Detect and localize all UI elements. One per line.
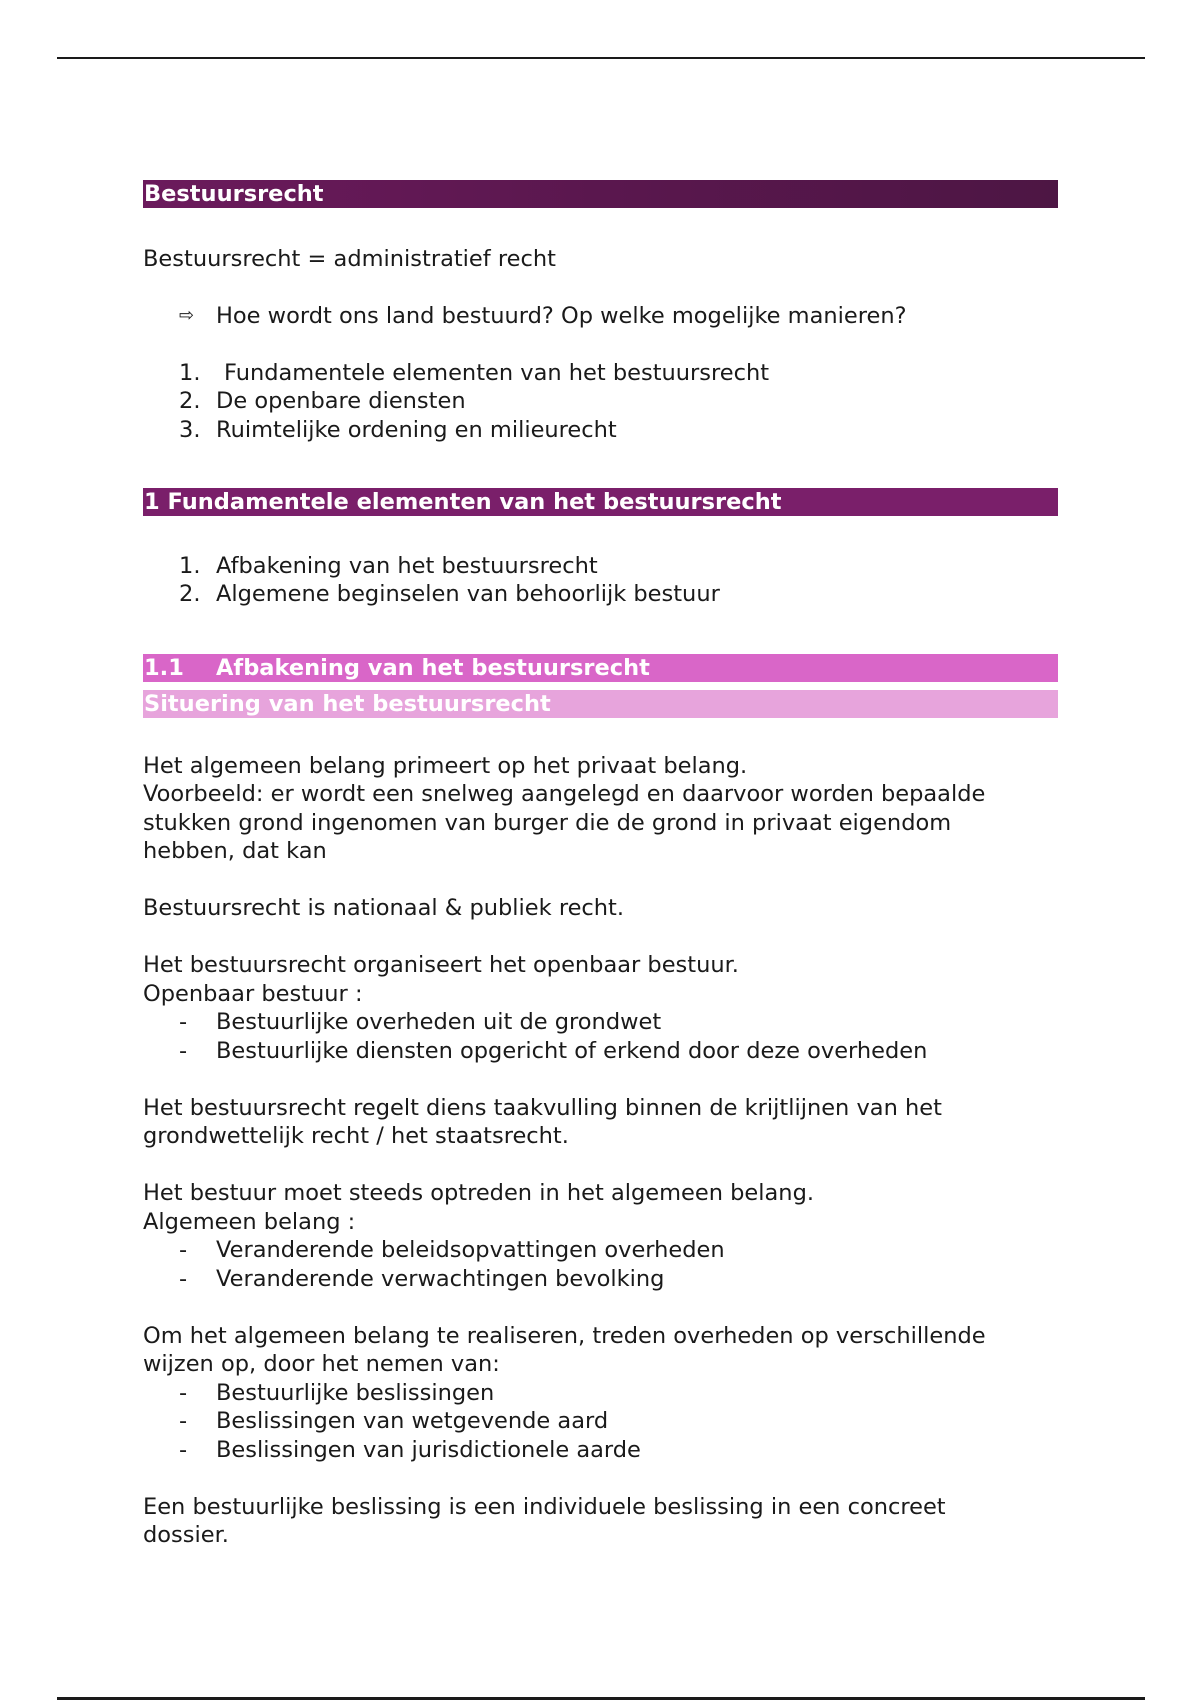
list-item: - Bestuurlijke diensten opgericht of erkend door deze overheden <box>179 1037 928 1064</box>
paragraph-line: Het bestuur moet steeds optreden in het algemeen belang. <box>143 1180 815 1206</box>
bullet-list <box>143 1236 1058 1293</box>
list-item: - Beslissingen van wetgevende aard <box>179 1408 609 1434</box>
paragraph-line: stukken grond ingenomen van burger die de grond in privaat eigendom <box>143 809 952 836</box>
question-text: Hoe wordt ons land bestuurd? Op welke mogelijke manieren? <box>216 302 907 329</box>
paragraph-line: Het algemeen belang primeert op het privaat belang. <box>143 752 748 779</box>
paragraph-line: Voorbeeld: er wordt een snelweg aangelegd en daarvoor worden bepaalde <box>143 781 986 807</box>
paragraph-line: grondwettelijk recht / het staatsrecht. <box>143 1123 569 1149</box>
list-item: 2. Algemene beginselen van behoorlijk bestuur <box>179 581 720 607</box>
paragraph-line: Het bestuursrecht regelt diens taakvulling binnen de krijtlijnen van het <box>143 1094 942 1121</box>
paragraph-line: Het bestuursrecht organiseert het openbaar bestuur. <box>143 952 739 978</box>
section-1-heading: 1 Fundamentele elementen van het bestuursrecht <box>143 488 1058 516</box>
paragraph-line: wijzen op, door het nemen van: <box>143 1351 500 1377</box>
list-item: 2. De openbare diensten <box>179 388 466 414</box>
section-1-1-heading: 1.1 Afbakening van het bestuursrecht <box>143 654 1058 682</box>
paragraph-line: hebben, dat kan <box>143 838 327 864</box>
bullet-list <box>143 1379 1058 1465</box>
document-page <box>143 180 1058 1550</box>
list-item: 1. Fundamentele elementen van het bestuursrecht <box>179 359 770 386</box>
bullet-list <box>143 1008 1058 1065</box>
list-item: - Bestuurlijke overheden uit de grondwet <box>179 1009 662 1035</box>
section-1-list <box>143 552 1058 609</box>
list-item: - Veranderende verwachtingen bevolking <box>179 1265 665 1292</box>
list-item: 3. Ruimtelijke ordening en milieurecht <box>179 416 617 443</box>
arrow-icon: ⇨ <box>179 304 195 326</box>
paragraph-line: Een bestuurlijke beslissing is een individuele beslissing in een concreet <box>143 1493 946 1520</box>
paragraph-line: Openbaar bestuur : <box>143 980 363 1007</box>
header-rule <box>57 57 1145 59</box>
list-item: - Bestuurlijke beslissingen <box>179 1379 495 1406</box>
toc-list <box>143 359 1058 445</box>
list-item: 1. Afbakening van het bestuursrecht <box>179 552 598 579</box>
section-number: 1.1 <box>144 654 184 681</box>
question-line <box>143 302 1058 331</box>
subsection-heading: Situering van het bestuursrecht <box>143 690 1058 718</box>
paragraph-line: Algemeen belang : <box>143 1208 356 1235</box>
paragraph-line: Bestuursrecht is nationaal & publiek recht. <box>143 895 625 921</box>
paragraph-line: Om het algemeen belang te realiseren, treden overheden op verschillende <box>143 1322 986 1349</box>
list-item: - Veranderende beleidsopvattingen overheden <box>179 1237 725 1263</box>
list-item: - Beslissingen van jurisdictionele aarde <box>179 1436 641 1463</box>
title-heading: Bestuursrecht <box>143 180 1058 208</box>
definition-text: Bestuursrecht = administratief recht <box>143 245 556 272</box>
paragraph-line: dossier. <box>143 1522 229 1548</box>
